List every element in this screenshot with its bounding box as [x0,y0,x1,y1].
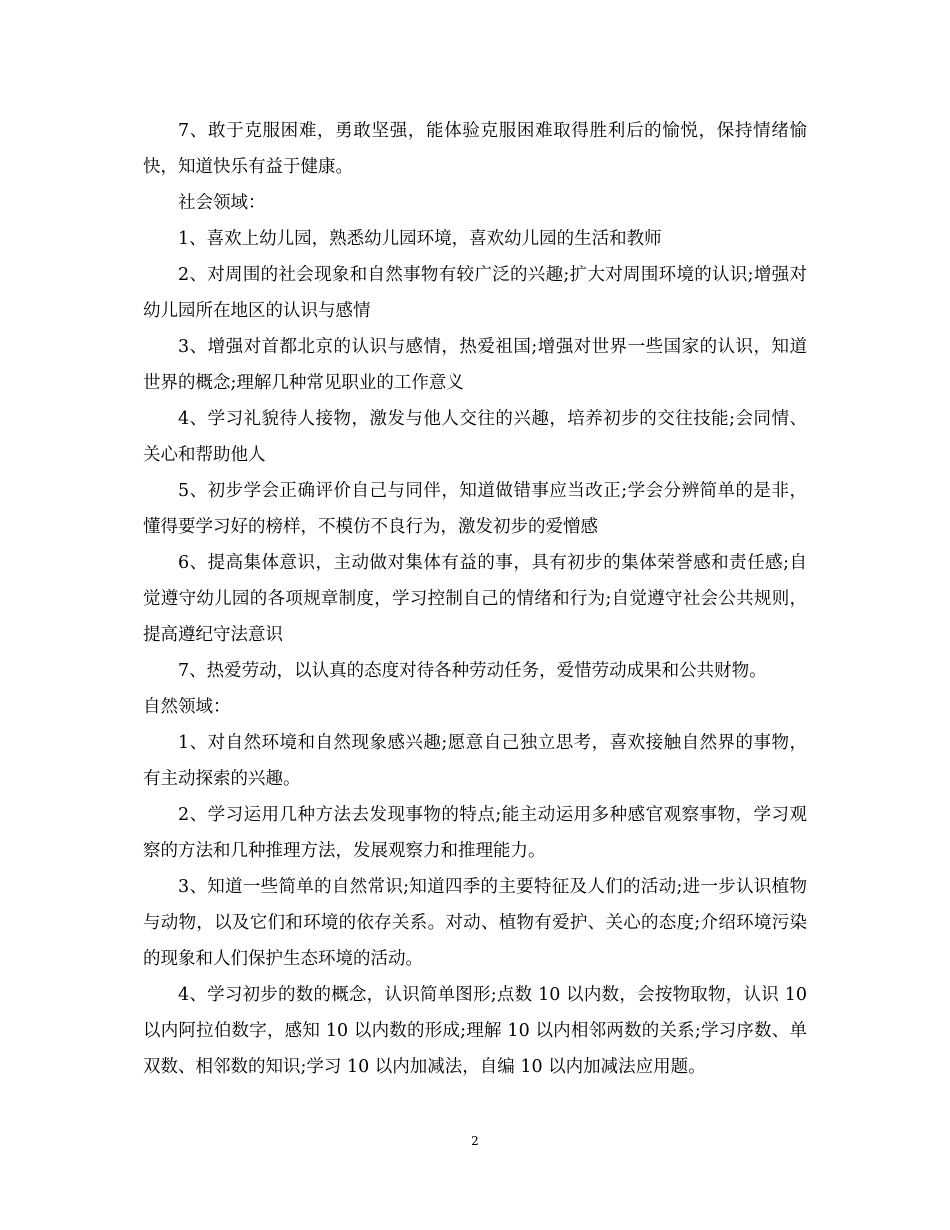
social-domain-heading: 社会领域： [178,193,266,213]
nature-domain-heading: 自然领域： [143,697,231,717]
health-item-7: 7、敢于克服困难，勇敢坚强，能体验克服困难取得胜利后的愉悦，保持情绪愉快，知道快乐有益于健康。 [143,121,807,177]
social-item-5: 5、初步学会正确评价自己与同伴，知道做错事应当改正;学会分辨简单的是非，懂得要学习好的榜样，不模仿不良行为，激发初步的爱憎感 [143,481,807,537]
nature-item-3: 3、知道一些简单的自然常识;知道四季的主要特征及人们的活动;进一步认识植物与动物，以及它们和环境的依存关系。对动、植物有爱护、关心的态度;介绍环境污染的现象和人们保护生态环境的活动。 [143,877,807,969]
social-item-6: 6、提高集体意识，主动做对集体有益的事，具有初步的集体荣誉感和责任感;自觉遵守幼儿园的各项规章制度，学习控制自己的情绪和行为;自觉遵守社会公共规则，提高遵纪守法意识 [143,553,807,645]
social-item-7: 7、热爱劳动，以认真的态度对待各种劳动任务，爱惜劳动成果和公共财物。 [178,661,767,681]
social-item-2: 2、对周围的社会现象和自然事物有较广泛的兴趣;扩大对周围环境的认识;增强对幼儿园所在地区的认识与感情 [143,265,807,321]
page-number: 2 [471,1134,479,1148]
nature-item-2: 2、学习运用几种方法去发现事物的特点;能主动运用多种感官观察事物，学习观察的方法和几种推理方法，发展观察力和推理能力。 [143,805,807,861]
nature-item-4: 4、学习初步的数的概念，认识简单图形;点数 10 以内数，会按物取物，认识 10 以内阿拉伯数字，感知 10 以内数的形成;理解 10 以内相邻两数的关系;学习序数、单双数、相邻数的知识;学习 10 以内加减法，自编 10 以内加减法应用题。 [143,985,807,1077]
social-item-1: 1、喜欢上幼儿园，熟悉幼儿园环境，喜欢幼儿园的生活和教师 [178,229,662,249]
nature-item-1: 1、对自然环境和自然现象感兴趣;愿意自己独立思考，喜欢接触自然界的事物，有主动探索的兴趣。 [143,733,807,789]
social-item-4: 4、学习礼貌待人接物，激发与他人交往的兴趣，培养初步的交往技能;会同情、关心和帮助他人 [143,409,807,465]
social-item-3: 3、增强对首都北京的认识与感情，热爱祖国;增强对世界一些国家的认识，知道世界的概念;理解几种常见职业的工作意义 [143,337,807,393]
document-body [143,113,807,1085]
